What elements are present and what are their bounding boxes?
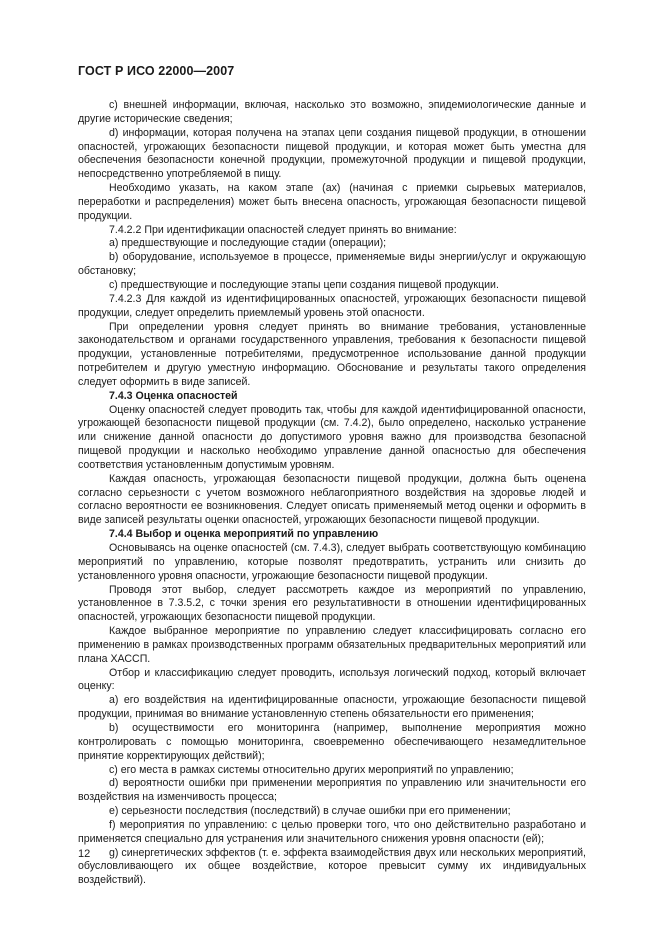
paragraph: При определении уровня следует принять во внимание требования, установленные законодательством и органами государственного управления, требования к безопасности пищевой продукции, установленные потребителями, предусмотренное использование данной продукции потребителем и другую уместную информацию. Обоснование и результаты такого определения следует оформить в виде записей. (78, 320, 586, 388)
paragraph: a) предшествующие и последующие стадии (операции); (109, 237, 387, 250)
paragraph: b) оборудование, используемое в процессе, применяемые виды энергии/услуг и окружающую обстановку; (78, 251, 586, 278)
paragraph: c) его места в рамках системы относительно других мероприятий по управлению; (109, 763, 514, 776)
document-header: ГОСТ Р ИСО 22000—2007 (78, 64, 235, 78)
paragraph: Необходимо указать, на каком этапе (ах) (начиная с приемки сырьевых материалов, переработки и распределения) может быть внесена опасность, угрожающая безопасности пищевой продукции. (78, 182, 586, 222)
document-body (78, 99, 586, 888)
section-heading: 7.4.3 Оценка опасностей (109, 389, 238, 402)
paragraph: c) предшествующие и последующие этапы цепи создания пищевой продукции. (109, 278, 499, 291)
paragraph: Каждая опасность, угрожающая безопасности пищевой продукции, должна быть оценена согласно серьезности с учетом возможного неблагоприятного воздействия на здоровье людей и согласно вероятности ее возникновения. Следует описать применяемый метод оценки и оформить в виде записей результаты оценки опасностей, угрожающих безопасности пищевой продукции. (78, 472, 586, 527)
page-number: 12 (78, 848, 91, 860)
paragraph: Отбор и классификацию следует проводить, используя логический подход, который включает оценку: (78, 666, 586, 693)
paragraph: 7.4.2.3 Для каждой из идентифицированных опасностей, угрожающих безопасности пищевой продукции, следует определить приемлемый уровень этой опасности. (78, 292, 586, 319)
paragraph: Проводя этот выбор, следует рассмотреть каждое из мероприятий по управлению, установленное в 7.3.5.2, с точки зрения его результативности в отношении идентифицированных опасностей, угрожающих безопасности пищевой продукции. (78, 583, 586, 624)
paragraph: Оценку опасностей следует проводить так, чтобы для каждой идентифицированной опасности, угрожающей безопасности пищевой продукции (см. 7.4.2), было определено, насколько устранение или снижение данной опасности до допустимого уровня важно для производства безопасной пищевой продукции и насколько необходимо управление данной опасностью для обеспечения соответствия установленным допустимым уровням. (78, 403, 586, 471)
paragraph: Каждое выбранное мероприятие по управлению следует классифицировать согласно его применению в рамках производственных программ обязательных предварительных мероприятий или плана ХАССП. (78, 625, 586, 665)
paragraph: 7.4.2.2 При идентификации опасностей следует принять во внимание: (109, 223, 457, 236)
paragraph: d) информации, которая получена на этапах цепи создания пищевой продукции, в отношении опасностей, угрожающих безопасности пищевой продукции, и которая может быть уместна для обеспечения безопасности конечной продукции, промежуточной продукции и пищевой продукции, непосредственно употребляемой в пищу. (78, 126, 586, 181)
paragraph: e) серьезности последствия (последствий) в случае ошибки при его применении; (109, 805, 511, 818)
paragraph: f) мероприятия по управлению: с целью проверки того, что оно действительно разработано и применяется специально для устранения или значительного снижения уровня опасности (ей); (78, 818, 586, 845)
paragraph: b) осуществимости его мониторинга (например, выполнение мероприятия можно контролировать с помощью мониторинга, своевременно обеспечивающего незамедлительное принятие корректирующих действий); (78, 721, 586, 762)
paragraph: c) внешней информации, включая, насколько это возможно, эпидемиологические данные и другие исторические сведения; (78, 99, 586, 125)
paragraph: g) синергетических эффектов (т. е. эффекта взаимодействия двух или нескольких мероприятий, обусловливающего их общее воздействие, которое превысит сумму их индивидуальных воздействий). (78, 846, 586, 887)
paragraph: Основываясь на оценке опасностей (см. 7.4.3), следует выбрать соответствующую комбинацию мероприятий по управлению, которые позволят предотвратить, устранить или снизить до установленного уровня опасности, угрожающие безопасности пищевой продукции. (78, 542, 586, 582)
paragraph: a) его воздействия на идентифицированные опасности, угрожающие безопасности пищевой продукции, принимая во внимание установленную степень обязательности его применения; (78, 694, 586, 721)
paragraph: d) вероятности ошибки при применении мероприятия по управлению или значительности его воздействия на изменчивость процесса; (78, 777, 586, 804)
section-heading: 7.4.4 Выбор и оценка мероприятий по управлению (109, 528, 379, 541)
